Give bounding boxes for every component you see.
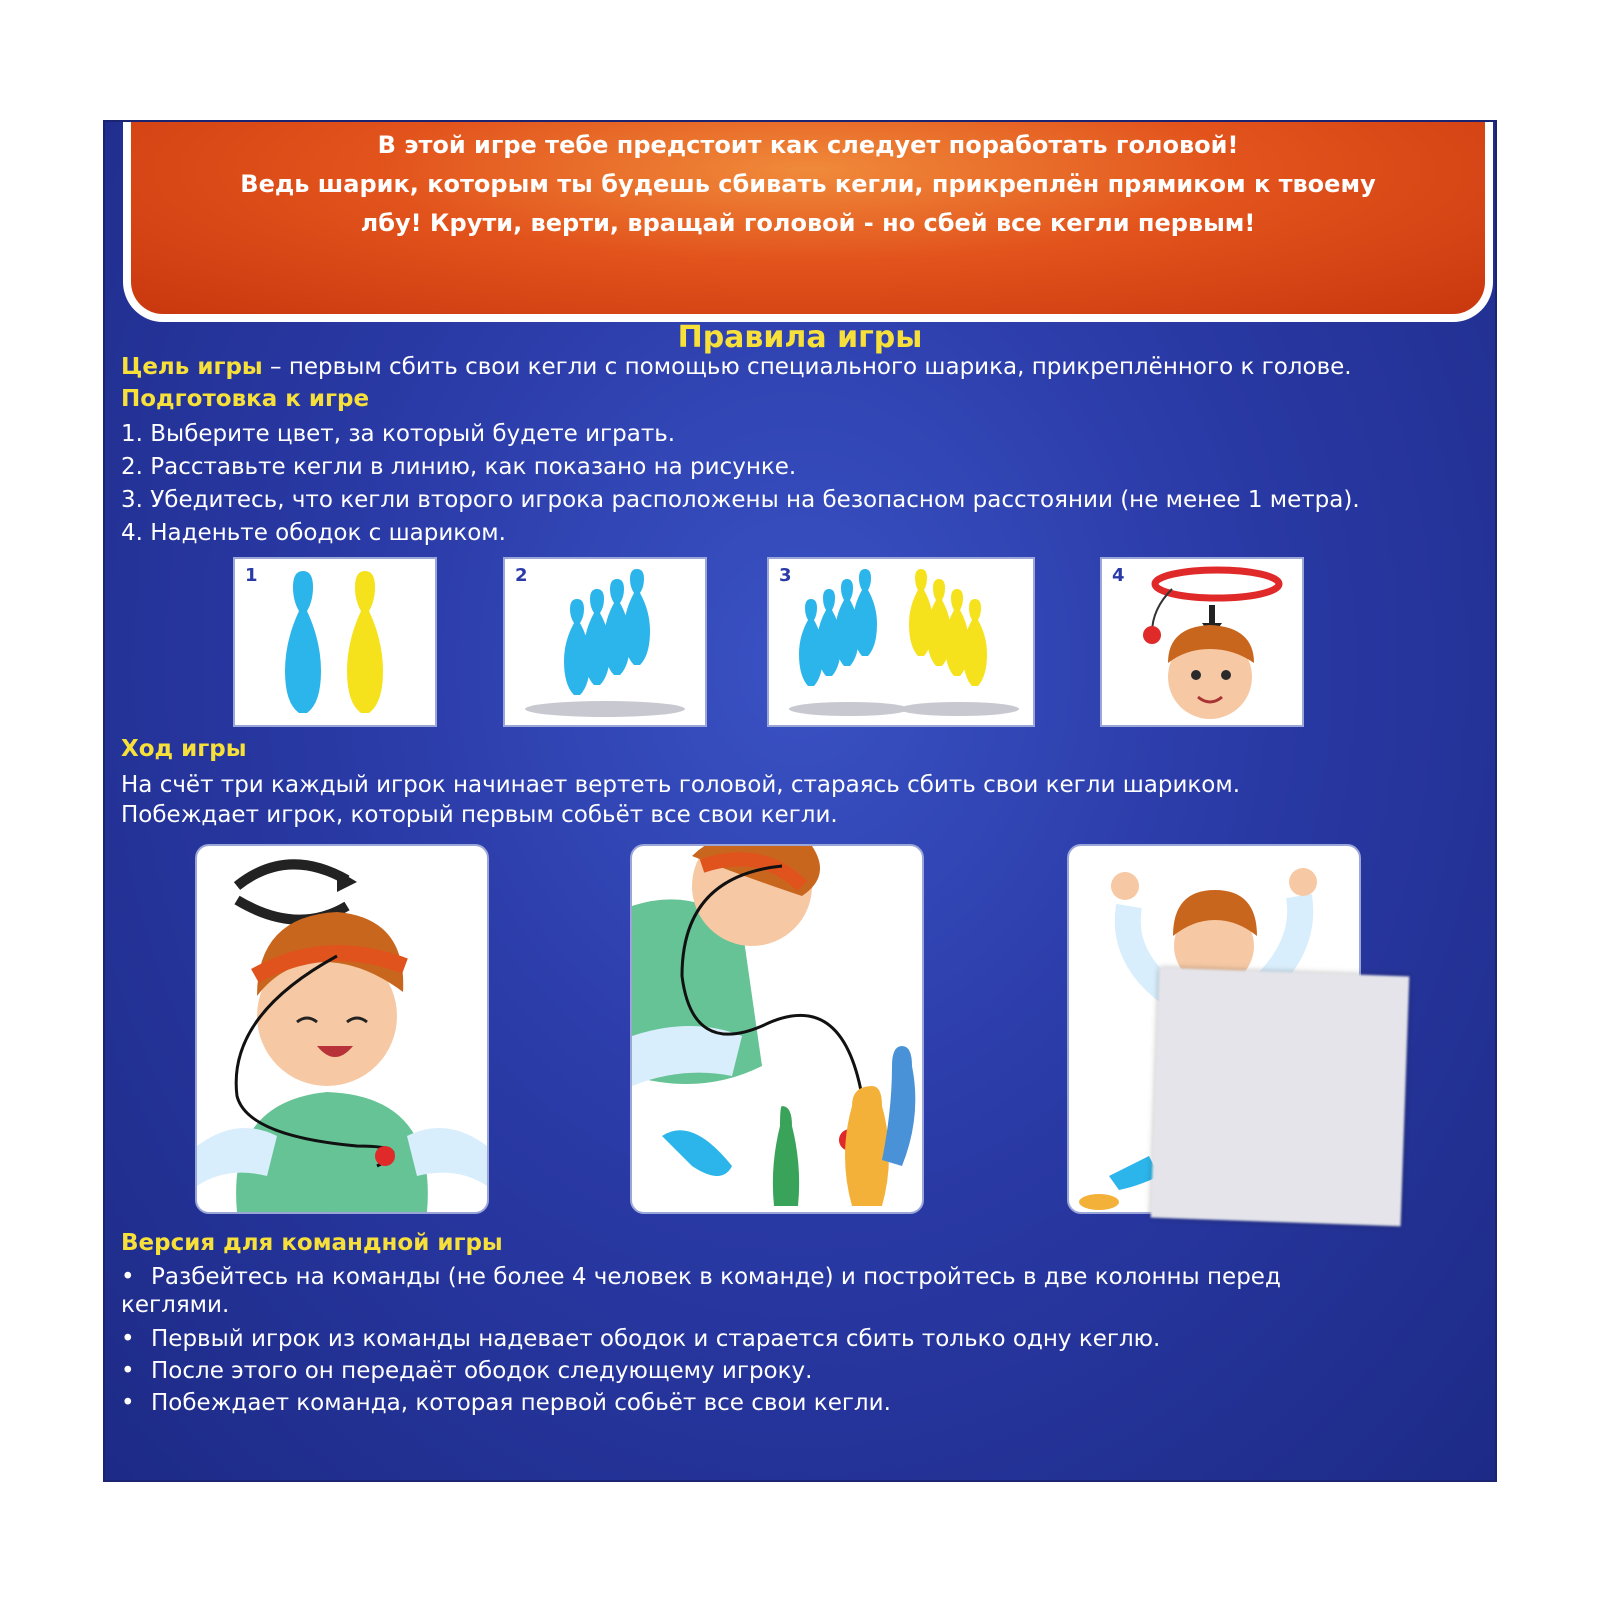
play-text-1: На счёт три каждый игрок начинает вертеть головой, стараясь сбить свои кегли шариком. [121, 772, 1241, 798]
prep-step-1: 1. Выберите цвет, за который будете играть. [121, 421, 676, 447]
play-text-2: Побеждает игрок, который первым собьёт все свои кегли. [121, 802, 838, 828]
team-item-4-text: Побеждает команда, которая первой собьёт все свои кегли. [151, 1390, 891, 1416]
play-panel-2 [630, 844, 924, 1214]
step-number-2: 2 [515, 565, 528, 586]
blue-pins-row-illustration [505, 559, 705, 725]
step-number-1: 1 [245, 565, 258, 586]
goal-label: Цель игры [121, 354, 263, 380]
game-box-back [105, 122, 1495, 1480]
prep-step-3: 3. Убедитесь, что кегли второго игрока расположены на безопасном расстоянии (не менее 1 метра). [121, 487, 1360, 513]
play-panel-1 [195, 844, 489, 1214]
intro-text [131, 126, 1485, 243]
step-panel-2 [503, 557, 707, 727]
goal-text: – первым сбить свои кегли с помощью специального шарика, прикреплённого к голове. [262, 354, 1352, 380]
blurred-sticker [1151, 968, 1410, 1227]
rules-title: Правила игры [677, 320, 923, 355]
play-heading: Ход игры [121, 736, 247, 762]
boy-headband-illustration [1102, 559, 1302, 725]
team-heading: Версия для командной игры [121, 1230, 503, 1256]
intro-line-2: Ведь шарик, которым ты будешь сбивать кегли, прикреплён прямиком к твоему [240, 170, 1376, 198]
team-item-1-text: Разбейтесь на команды (не более 4 человек в команде) и постройтесь в две колонны перед [151, 1264, 1281, 1290]
step-panel-3 [767, 557, 1035, 727]
team-item-4: • Побеждает команда, которая первой собьёт все свои кегли. [121, 1390, 891, 1416]
step-number-4: 4 [1112, 565, 1125, 586]
step-panel-1 [233, 557, 437, 727]
boy-spinning-head-illustration [197, 846, 487, 1212]
prep-heading: Подготовка к игре [121, 386, 370, 412]
team-item-1: • Разбейтесь на команды (не более 4 человек в команде) и постройтесь в две колонны перед [121, 1264, 1281, 1290]
team-item-3-text: После этого он передаёт ободок следующему игроку. [151, 1358, 813, 1384]
intro-banner [123, 122, 1493, 322]
team-item-2-text: Первый игрок из команды надевает ободок и старается сбить только одну кеглю. [151, 1326, 1161, 1352]
prep-step-2: 2. Расставьте кегли в линию, как показано на рисунке. [121, 454, 797, 480]
goal-line [121, 354, 1352, 380]
team-item-2: • Первый игрок из команды надевает ободок и старается сбить только одну кеглю. [121, 1326, 1161, 1352]
team-item-1-cont: кеглями. [121, 1292, 230, 1318]
two-pins-illustration [235, 559, 435, 725]
boy-knocking-pins-illustration [632, 846, 922, 1212]
intro-line-3: лбу! Крути, верти, вращай головой - но сбей все кегли первым! [360, 209, 1256, 237]
intro-line-1: В этой игре тебе предстоит как следует поработать головой! [377, 131, 1239, 159]
team-item-3: • После этого он передаёт ободок следующему игроку. [121, 1358, 813, 1384]
step-panel-4 [1100, 557, 1304, 727]
two-rows-pins-illustration [769, 559, 1033, 725]
prep-step-4: 4. Наденьте ободок с шариком. [121, 520, 506, 546]
step-number-3: 3 [779, 565, 792, 586]
